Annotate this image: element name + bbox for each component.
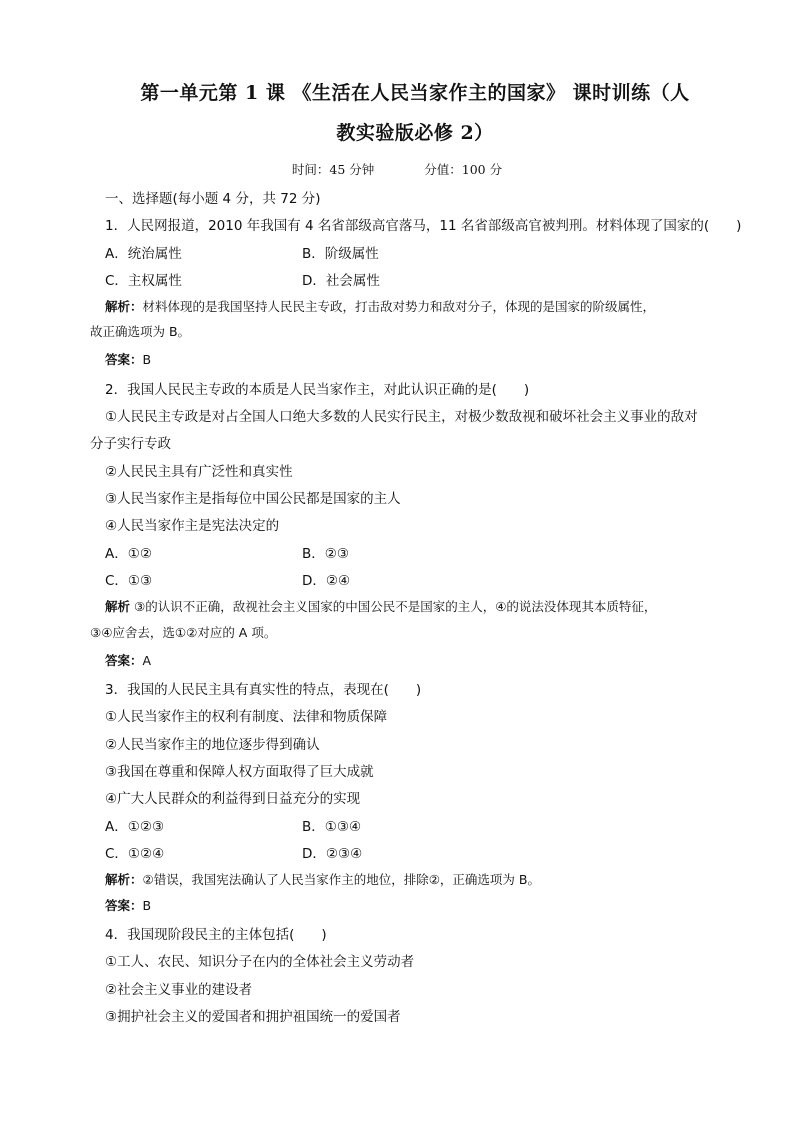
q3-analysis-label: 解析： [105, 872, 143, 887]
q3-option-b: B．①③④ [302, 819, 362, 835]
section-heading: 一、选择题(每小题 4 分，共 72 分) [105, 191, 321, 207]
q3-statement-3: ③我国在尊重和保障人权方面取得了巨大成就 [105, 764, 374, 780]
q2-answer [105, 651, 151, 669]
q1-analysis-label: 解析： [105, 299, 143, 314]
q3-option-a: A．①②③ [105, 819, 165, 835]
q2-answer-value: A [142, 653, 152, 668]
q3-statement-4: ④广大人民群众的利益得到日益充分的实现 [105, 791, 361, 807]
q2-analysis-text: ③的认识不正确，敌视社会主义国家的中国公民不是国家的主人，④的说法没体现其本质特征， [134, 599, 657, 614]
document-title-line-1: 第一单元第 1 课 《生活在人民当家作主的国家》 课时训练（人 [140, 82, 690, 104]
q4-statement-3: ③拥护社会主义的爱国者和拥护祖国统一的爱国者 [105, 1009, 401, 1025]
total-score: 分值：100 分 [424, 162, 503, 177]
q2-statement-3: ③人民当家作主是指每位中国公民都是国家的主人 [105, 491, 401, 507]
q3-answer-label: 答案： [105, 898, 143, 913]
exam-meta [0, 160, 794, 178]
q1-option-a: A．统治属性 [105, 246, 182, 262]
q1-option-c: C．主权属性 [105, 273, 182, 289]
q3-options-row-1 [105, 815, 362, 835]
q3-statement-1: ①人民当家作主的权利有制度、法律和物质保障 [105, 709, 388, 725]
document-title-line-2: 教实验版必修 2） [336, 122, 494, 144]
q3-answer-value: B [142, 898, 152, 913]
q3-statement-2: ②人民当家作主的地位逐步得到确认 [105, 737, 320, 753]
q3-options-row-2 [105, 842, 363, 862]
q2-options-row-2 [105, 569, 351, 589]
q2-option-b: B．②③ [302, 546, 349, 562]
q1-options-row-1 [105, 242, 379, 262]
q2-statement-4: ④人民当家作主是宪法决定的 [105, 518, 280, 534]
q2-analysis-line-1 [105, 597, 656, 615]
q3-stem: 3．我国的人民民主具有真实性的特点，表现在( ) [105, 682, 422, 698]
q3-analysis-line-1 [105, 870, 540, 888]
q3-answer [105, 896, 151, 914]
q1-stem: 1．人民网报道，2010 年我国有 4 名省部级高官落马，11 名省部级高官被判刑。材料体现了国家的( ) [105, 218, 742, 234]
q3-option-d: D．②③④ [302, 846, 363, 862]
q2-analysis-label: 解析 [105, 599, 131, 614]
q4-stem: 4．我国现阶段民主的主体包括( ) [105, 927, 327, 943]
q2-answer-label: 答案： [105, 653, 143, 668]
q1-option-b: B．阶级属性 [302, 246, 379, 262]
q2-statement-2: ②人民民主具有广泛性和真实性 [105, 464, 293, 480]
q3-analysis-text: ②错误，我国宪法确认了人民当家作主的地位，排除②，正确选项为 B。 [142, 872, 540, 887]
q1-answer-label: 答案： [105, 352, 143, 367]
q4-statement-1: ①工人、农民、知识分子在内的全体社会主义劳动者 [105, 954, 415, 970]
q2-options-row-1 [105, 542, 349, 562]
q2-option-c: C．①③ [105, 573, 153, 589]
time-limit: 时间：45 分钟 [291, 162, 375, 177]
q1-analysis-line-2: 故正确选项为 B。 [90, 324, 191, 339]
q2-statement-1b: 分子实行专政 [90, 436, 171, 452]
q4-statement-2: ②社会主义事业的建设者 [105, 982, 253, 998]
q1-options-row-2 [105, 269, 380, 289]
q1-analysis-line-1 [105, 297, 655, 315]
q1-answer [105, 350, 151, 368]
q2-option-d: D．②④ [302, 573, 351, 589]
q2-stem: 2．我国人民民主专政的本质是人民当家作主，对此认识正确的是( ) [105, 382, 530, 398]
q3-option-c: C．①②④ [105, 846, 165, 862]
q2-analysis-line-2: ③④应舍去，选①②对应的 A 项。 [90, 625, 277, 640]
q1-option-d: D．社会属性 [302, 273, 380, 289]
q1-analysis-text: 材料体现的是我国坚持人民民主专政，打击敌对势力和敌对分子，体现的是国家的阶级属性， [142, 299, 656, 314]
q1-answer-value: B [142, 352, 152, 367]
q2-statement-1a: ①人民民主专政是对占全国人口绝大多数的人民实行民主，对极少数敌视和破坏社会主义事业的敌对 [105, 409, 698, 425]
q2-option-a: A．①② [105, 546, 152, 562]
